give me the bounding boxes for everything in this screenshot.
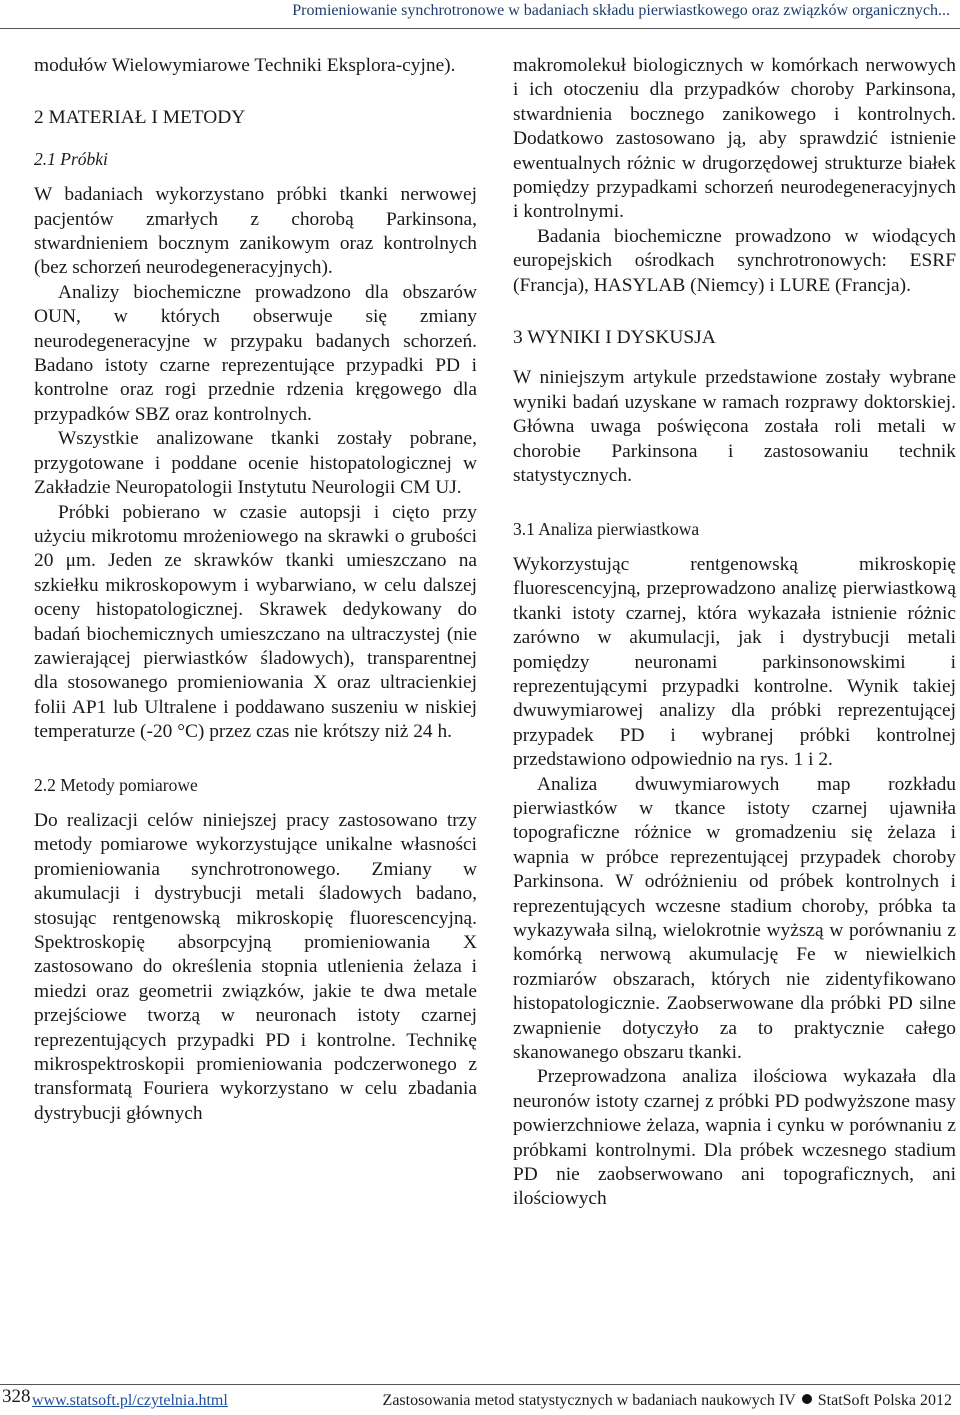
subsection-2-1-title: 2.1 Próbki bbox=[34, 148, 108, 169]
samples-paragraph-1: W badaniach wykorzystano próbki tkanki nerwowej pacjentów zmarłych z chorobą Parkinsona, stwardnieniem bocznym zanikowym oraz kontrolnych (bez schorzeń neurodegeneracyjnych). bbox=[34, 184, 477, 279]
subsection-2-1-heading bbox=[34, 147, 477, 171]
footer-publication-info bbox=[383, 1392, 952, 1410]
section-3-heading: 3 WYNIKI I DYSKUSJA bbox=[513, 327, 716, 349]
bullet-dot-icon bbox=[802, 1394, 812, 1404]
methods-paragraph-1: Do realizacji celów niniejszej pracy zastosowano trzy metody pomiarowe wykorzystujące unikalne własności promieniowania synchrotronowego. Zmiany w akumulacji i dystrybucji metali śladowych badano, stosując rentgenowską mikroskopię fluorescencyjną. Spektroskopię absorpcyjną promieniowania X zastosowano do określenia stopnia utlenienia żelaza i miedzi oraz geometrii związków, jakie te dwa metale przejściowe tworzą w neuronach istoty czarnej reprezentujących przypadki PD i kontrolne. Technikę mikrospektroskopii promieniowania podczerwonego z transformatą Fouriera wykorzystano w celu zbadania dystrybucji głównych bbox=[34, 809, 477, 1124]
subsection-2-2-heading: 2.2 Metody pomiarowe bbox=[34, 774, 198, 795]
statsoft-reading-link[interactable]: www.statsoft.pl/czytelnia.html bbox=[32, 1392, 228, 1409]
page-footer bbox=[0, 1386, 960, 1412]
footer-rule bbox=[0, 1384, 960, 1385]
publisher-name: StatSoft Polska 2012 bbox=[817, 1392, 952, 1409]
continued-paragraph-2: Badania biochemiczne prowadzono w wiodących europejskich ośrodkach synchrotronowych: ESRF (Francja), HASYLAB (Niemcy) i LURE (Francja). bbox=[513, 225, 956, 296]
samples-paragraph-4: Próbki pobierano w czasie autopsji i cięto przy użyciu mikrotomu mrożeniowego na skrawki o grubości 20 μm. Jeden ze skrawków tkanki umieszczano na szkiełku mikroskopowym i wybarwiano, w celu dalszej oceny histopatologicznej. Skrawek dedykowany do badań biochemicznych umieszczano na ultraczystej (nie zawierającej pierwiastków śladowych), transparentnej dla stosowanego promieniowania X oraz ultracienkiej folii AP1 lub Ultralene i poddawano suszeniu w niskiej temperaturze (-20 °C) przez czas nie krótszy niż 24 h. bbox=[34, 501, 477, 743]
samples-paragraph-3: Wszystkie analizowane tkanki zostały pobrane, przygotowane i poddane ocenie histopatologicznej w Zakładzie Neuropatologii Instytutu Neurologii CM UJ. bbox=[34, 428, 477, 499]
intro-tail-paragraph: modułów Wielowymiarowe Techniki Eksplora-cyjne). bbox=[34, 55, 456, 76]
page-number: 328 bbox=[2, 1386, 31, 1407]
header-rule bbox=[0, 28, 960, 29]
running-title: Promieniowanie synchrotronowe w badaniach składu pierwiastkowego oraz związków organicznych... bbox=[292, 2, 950, 19]
section-2-heading: 2 MATERIAŁ I METODY bbox=[34, 107, 246, 129]
continued-paragraph-1: makromolekuł biologicznych w komórkach nerwowych i ich otoczeniu dla przypadków choroby Parkinsona, stwardnienia bocznego zanikowego i kontrolnych. Dodatkowo zastosowano ją, aby sprawdzić istnienie ewentualnych różnic w drugorzędowej strukturze białek pomiędzy przypadkami schorzeń neurodegeneracyjnych i kontrolnymi. bbox=[513, 55, 956, 223]
elemental-paragraph-1: Wykorzystując rentgenowską mikroskopię fluorescencyjną, przeprowadzono analizę pierwiastkową tkanki istoty czarnej, która wykazała istnienie różnic zarówno w akumulacji, jak i dystrybucji metali pomiędzy neuronami parkinsonowskimi i reprezentującymi przypadki kontrolne. Wynik takiej dwuwymiarowej analizy dla próbki reprezentującej przypadek PD i wybranej próbki kontrolnej przedstawiono odpowiednio na rys. 1 i 2. bbox=[513, 553, 956, 771]
left-column bbox=[34, 54, 477, 1126]
elemental-paragraph-3: Przeprowadzona analiza ilościowa wykazała dla neuronów istoty czarnej z próbki PD podwyższone masy powierzchniowe żelaza, wapnia i cynku w porównaniu z próbkami kontrolnymi. Dla próbek wczesnego stadium PD nie zaobserwowano ani topograficznych, ani ilościowych bbox=[513, 1066, 956, 1210]
subsection-3-1-heading: 3.1 Analiza pierwiastkowa bbox=[513, 518, 700, 539]
right-column bbox=[513, 54, 956, 1212]
samples-paragraph-2: Analizy biochemiczne prowadzono dla obszarów OUN, w których obserwuje się zmiany neurodegeneracyjne w przypaku badanych schorzeń. Badano istoty czarne reprezentujące przypadki PD i kontrolne oraz rogi przednie rdzenia kręgowego dla przypadków SBZ oraz kontrolnych. bbox=[34, 281, 477, 425]
results-paragraph-1: W niniejszym artykule przedstawione zostały wybrane wyniki badań uzyskane w ramach rozprawy doktorskiej. Główna uwaga poświęcona została roli metali w chorobie Parkinsona i zastosowaniu technik statystycznych. bbox=[513, 367, 956, 487]
publication-title: Zastosowania metod statystycznych w badaniach naukowych IV bbox=[382, 1392, 796, 1409]
elemental-paragraph-2: Analiza dwuwymiarowych map rozkładu pierwiastków w tkance istoty czarnej ujawniła topograficzne różnice w gromadzeniu się żelaza i wapnia w próbce reprezentującej przypadek choroby Parkinsona. W odróżnieniu od próbek kontrolnych i reprezentujących wczesne stadium choroby, próbka ta wykazywała silną, wielokrotnie wyższą w porównaniu z komórką nerwową akumulację Fe w niewielkich rozmiarów obszarach, których nie zidentyfikowano histopatologicznie. Zaobserwowane dla próbki PD silne zwapnienie dotyczyło za to praktycznie całego skanowanego obszaru tkanki. bbox=[513, 773, 956, 1064]
